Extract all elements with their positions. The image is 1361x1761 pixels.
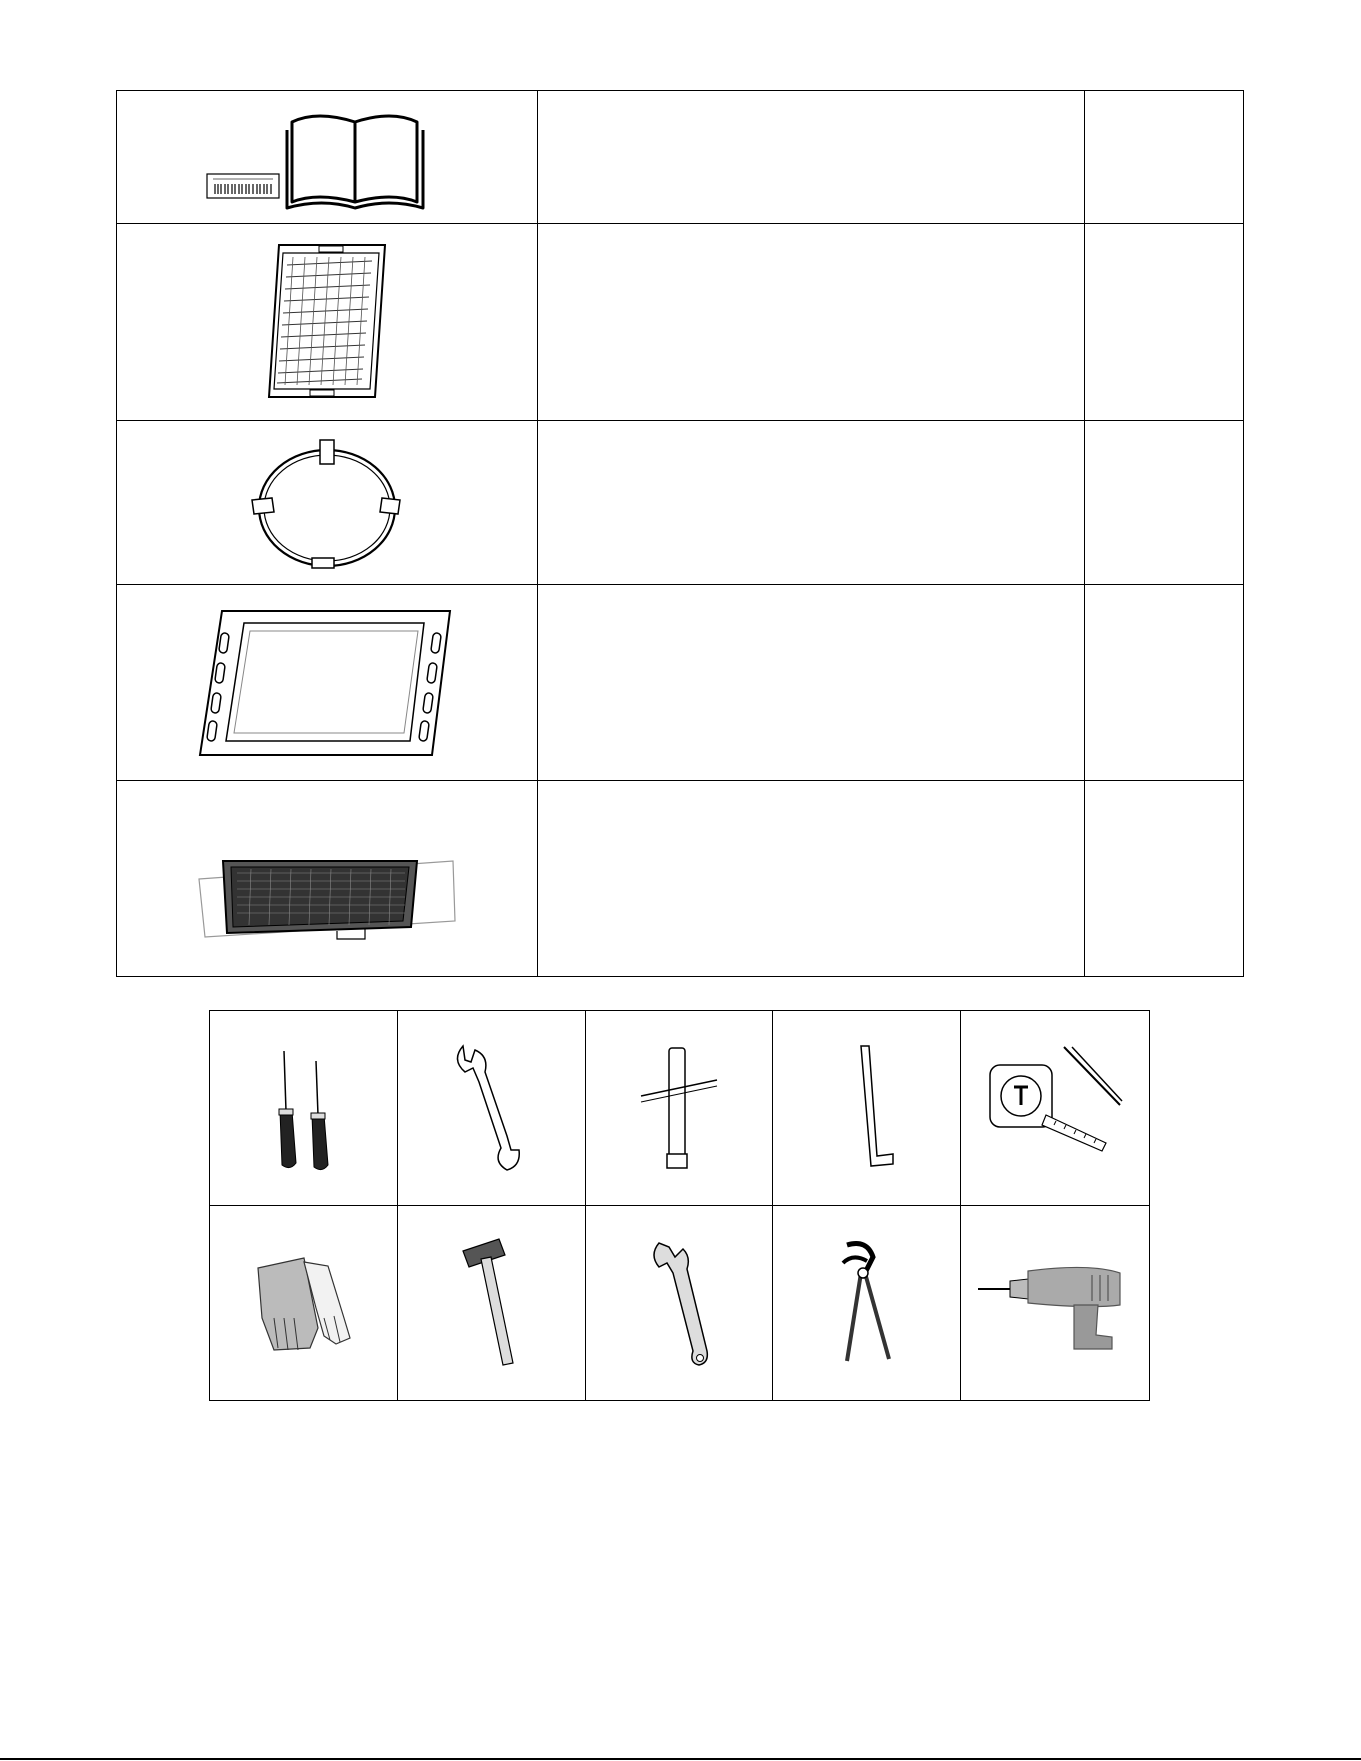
part-quantity — [1085, 91, 1244, 224]
part-quantity — [1085, 585, 1244, 781]
pliers-icon — [817, 1233, 917, 1373]
tool-cell — [210, 1206, 398, 1401]
screwdrivers-icon — [254, 1043, 354, 1173]
tools-table — [209, 1010, 1150, 1401]
part-row — [117, 585, 1244, 781]
manual-icon — [197, 102, 457, 212]
wok-ring-icon — [242, 428, 412, 578]
part-image-cell — [117, 91, 538, 224]
footer-rule — [0, 1758, 1361, 1760]
parts-table — [116, 90, 1244, 977]
part-image-cell — [117, 781, 538, 977]
tool-cell — [961, 1206, 1150, 1401]
tape-measure-icon — [980, 1043, 1130, 1173]
part-quantity — [1085, 781, 1244, 977]
part-description — [538, 224, 1085, 421]
tools-row — [210, 1011, 1150, 1206]
part-row — [117, 91, 1244, 224]
tool-cell — [773, 1011, 961, 1206]
tools-row — [210, 1206, 1150, 1401]
part-description — [538, 91, 1085, 224]
socket-wrench-icon — [629, 1038, 729, 1178]
part-image-cell — [117, 421, 538, 585]
open-end-wrench-icon — [441, 1038, 541, 1178]
gloves-icon — [244, 1248, 364, 1358]
part-quantity — [1085, 421, 1244, 585]
part-quantity — [1085, 224, 1244, 421]
tool-cell — [961, 1011, 1150, 1206]
tool-cell — [773, 1206, 961, 1401]
tool-cell — [398, 1011, 586, 1206]
tool-cell — [398, 1206, 586, 1401]
tool-cell — [585, 1206, 773, 1401]
part-row — [117, 781, 1244, 977]
part-description — [538, 585, 1085, 781]
power-drill-icon — [970, 1253, 1140, 1353]
part-image-cell — [117, 585, 538, 781]
grill-plate-icon — [257, 237, 397, 407]
tool-cell — [585, 1011, 773, 1206]
part-row — [117, 224, 1244, 421]
part-image-cell — [117, 224, 538, 421]
mesh-tray-icon — [187, 809, 467, 949]
hex-key-icon — [817, 1038, 917, 1178]
hammer-icon — [441, 1233, 541, 1373]
tool-cell — [210, 1011, 398, 1206]
part-row — [117, 421, 1244, 585]
baking-tray-icon — [192, 603, 462, 763]
part-description — [538, 421, 1085, 585]
adjustable-wrench-icon — [629, 1233, 729, 1373]
part-description — [538, 781, 1085, 977]
